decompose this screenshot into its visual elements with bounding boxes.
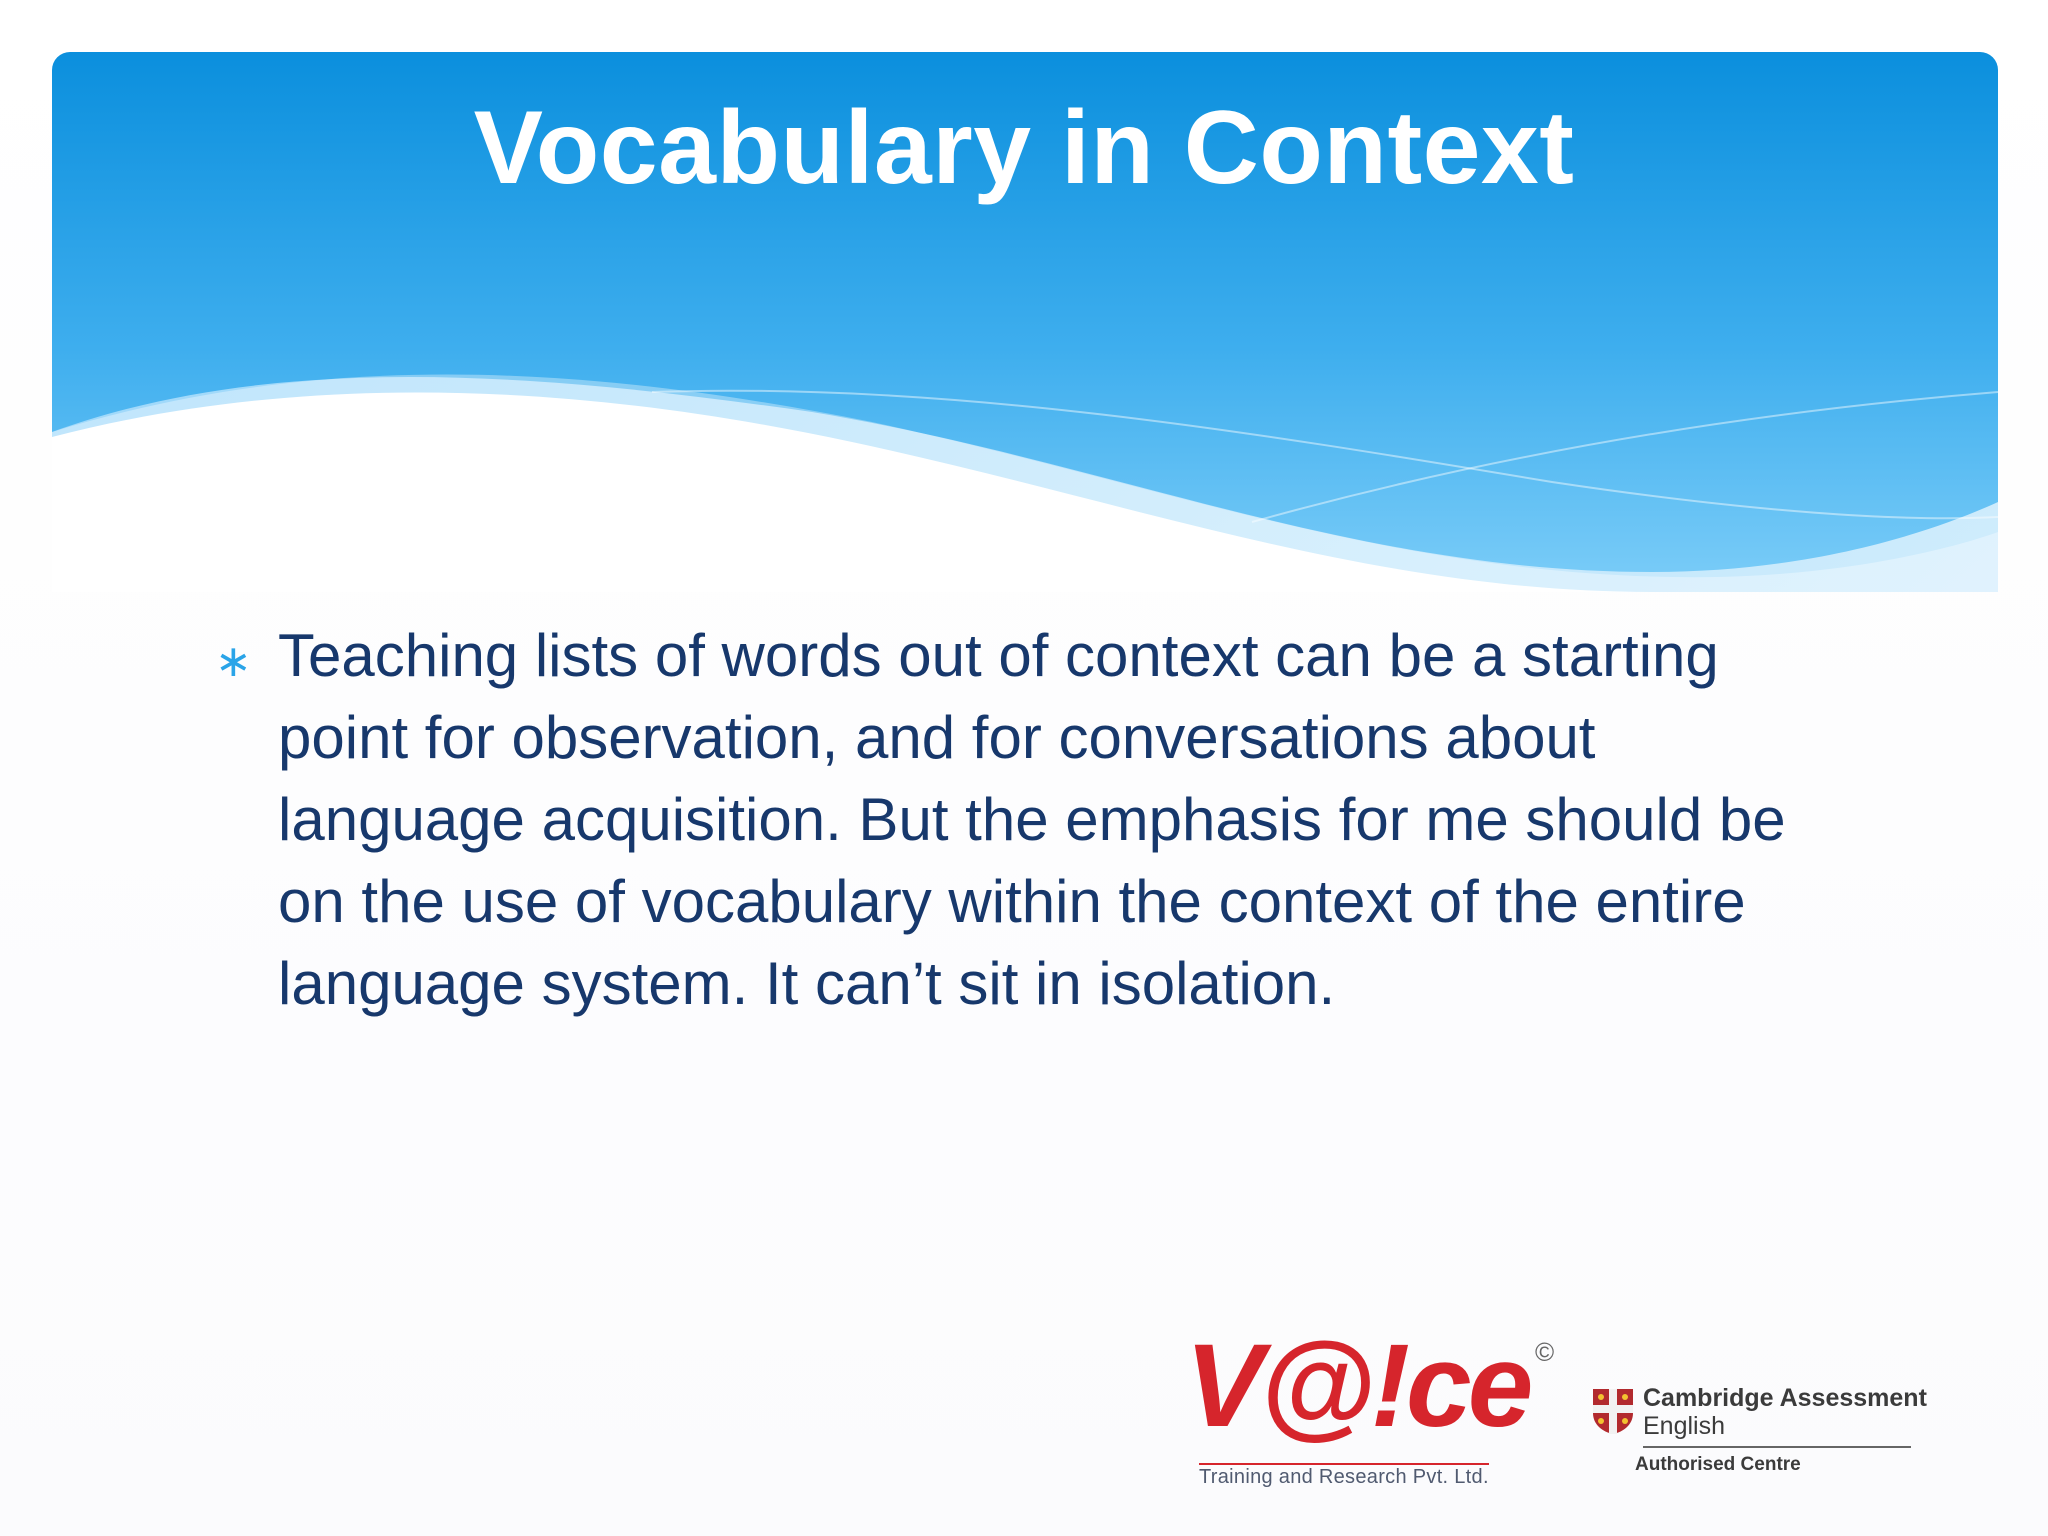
cambridge-divider bbox=[1643, 1446, 1911, 1448]
voice-logo bbox=[1185, 1320, 1555, 1500]
bullet-item bbox=[215, 615, 1865, 1025]
voice-wordmark: V@!ce bbox=[1185, 1320, 1530, 1452]
cambridge-line-2: English bbox=[1643, 1412, 1725, 1440]
cambridge-logo bbox=[1591, 1384, 1927, 1497]
footer-logos bbox=[1185, 1320, 1935, 1500]
bullet-list bbox=[215, 615, 1865, 1025]
voice-tagline: Training and Research Pvt. Ltd. bbox=[1199, 1463, 1489, 1489]
cambridge-crest-icon bbox=[1591, 1387, 1635, 1435]
bullet-text: Teaching lists of words out of context can be a starting point for observation, and for conversations about language acquisition. But the emphasis for me should be on the use of vocabulary within the context of the entire language system. It can’t sit in isolation. bbox=[278, 622, 1786, 1017]
cambridge-line-3: Authorised Centre bbox=[1635, 1454, 1801, 1475]
cambridge-line-1: Cambridge Assessment bbox=[1643, 1384, 1927, 1412]
asterisk-bullet-icon: ∗ bbox=[215, 637, 252, 686]
copyright-mark: © bbox=[1535, 1337, 1555, 1367]
slide-title: Vocabulary in Context bbox=[473, 90, 1575, 206]
